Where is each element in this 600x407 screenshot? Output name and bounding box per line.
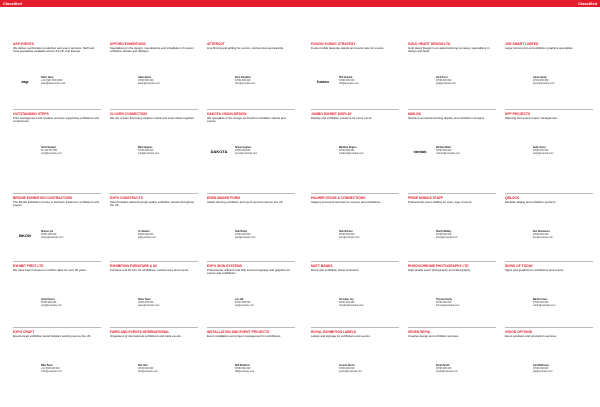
- contact-block: [436, 77, 496, 85]
- contact-block: [339, 365, 399, 373]
- contact-detail: 07000 000 000: [235, 233, 251, 236]
- listing-entry: [13, 112, 101, 155]
- contact-block: [41, 231, 101, 239]
- company-logo: nimlok: [413, 149, 427, 154]
- contact-detail: 07000 000 000: [339, 79, 355, 82]
- contact-detail: 07000 000 000: [138, 149, 154, 152]
- contact-block: [235, 147, 295, 155]
- contact-block: [138, 231, 198, 239]
- contact-block: [339, 147, 399, 155]
- listing-entry: [207, 330, 295, 373]
- contact-detail[interactable]: sales@example.com: [138, 304, 160, 307]
- contact-name: Christian Joy: [339, 299, 354, 301]
- listing-title: PALMER STAGE & CONNECTIONS: [311, 196, 366, 200]
- contact-block: [235, 77, 295, 85]
- contact-detail: 07000 000 000: [533, 233, 549, 236]
- divider: [110, 109, 198, 110]
- listing-title: RHODOCHROME PHOTOGRAPHY LTD: [408, 264, 469, 268]
- contact-block: [235, 299, 295, 307]
- contact-block: [138, 147, 198, 155]
- contact-detail: 07000 000 000: [339, 149, 355, 152]
- contact-detail: 07000 000 000: [235, 301, 251, 304]
- contact-name: Ben Shenwood: [533, 231, 550, 233]
- contact-detail: 07000 000 000: [436, 79, 452, 82]
- divider: [311, 193, 399, 194]
- contact-name: Andy Pearce: [41, 299, 55, 301]
- contact-name: Matthew Rogers: [339, 147, 357, 149]
- contact-detail[interactable]: ben@example.com: [533, 236, 553, 239]
- contact-name: Paul Brady: [235, 231, 247, 233]
- listing-entry: [505, 196, 593, 239]
- contact-name: Scott Stewart: [41, 147, 56, 149]
- contact-detail[interactable]: jessica@example.com: [339, 370, 363, 373]
- contact-name: Adam Davis: [138, 77, 152, 79]
- company-logo: asp: [21, 79, 29, 84]
- listing-title: CLOVER CONNECTION: [110, 112, 147, 116]
- divider: [408, 109, 496, 110]
- listing-description: Specialising in the design, manufacture and installation of custom exhibition stands and displays.: [110, 45, 194, 53]
- listing-description: We have been focused on exhibit value for over 20 years.: [13, 267, 87, 272]
- contact-block: [41, 299, 101, 307]
- listing-entry: [110, 42, 198, 85]
- contact-detail[interactable]: scott@example.com: [41, 152, 62, 155]
- contact-block: [436, 231, 496, 239]
- contact-block: [339, 231, 399, 239]
- contact-name: Jessica Norris: [339, 365, 355, 367]
- contact-block: [41, 77, 101, 85]
- listing-entry: [311, 196, 399, 239]
- contact-detail[interactable]: shelly@example.com: [436, 236, 458, 239]
- contact-name: Phil Howard: [339, 77, 353, 79]
- listing-title: DAKOTA VISION DESIGN: [207, 112, 247, 116]
- divider: [13, 193, 101, 194]
- contact-block: [138, 365, 198, 373]
- listing-title: QBLOCK: [505, 196, 520, 200]
- divider: [13, 327, 101, 328]
- listing-description: Creative design and exhibition services.: [408, 333, 459, 338]
- listing-entry: [408, 264, 496, 307]
- contact-detail[interactable]: gail@example.com: [533, 370, 553, 373]
- contact-detail[interactable]: adam@example.com: [138, 82, 160, 85]
- divider: [13, 261, 101, 262]
- contact-name: Sales Team: [41, 77, 54, 79]
- listing-entry: [13, 196, 101, 239]
- listing-title: AFFORD EXHIBITIONS: [110, 42, 146, 46]
- contact-detail[interactable]: jo@example.com: [138, 236, 156, 239]
- contact-detail: 07000 000 000: [533, 367, 549, 370]
- contact-detail: +44 (0)20 7000 0000: [41, 79, 63, 82]
- contact-block: [41, 147, 101, 155]
- contact-name: Shane Lyle: [41, 231, 54, 233]
- listing-entry: [207, 196, 295, 239]
- contact-block: [533, 77, 593, 85]
- listing-entry: [505, 112, 593, 155]
- contact-detail: 07000 000 000: [533, 149, 549, 152]
- listing-entry: [311, 112, 399, 155]
- listing-entry: [13, 264, 101, 307]
- contact-name: Michael Wells: [436, 147, 452, 149]
- contact-detail: 07000 000 000: [436, 301, 452, 304]
- listing-description: We specialise in the design and build of exhibition stands and events.: [207, 115, 286, 123]
- listing-entry: [110, 330, 198, 373]
- contact-block: [533, 231, 593, 239]
- listing-description: The Brodie Exhibition Centre in Northern Ireland for exhibitions and events.: [13, 199, 99, 207]
- contact-detail: 07000 000 000: [339, 233, 355, 236]
- contact-name: Will Bradford: [235, 365, 250, 367]
- contact-block: [138, 299, 198, 307]
- contact-detail[interactable]: dom@example.com: [235, 82, 256, 85]
- contact-detail: 07000 000 000: [339, 301, 355, 304]
- listing-description: Award winning exhibition and event services across the UK.: [207, 199, 284, 204]
- listing-title: SIGNS OF TODAY: [505, 264, 533, 268]
- company-logo: DAKOTA: [210, 149, 228, 154]
- contact-detail[interactable]: kelly@example.com: [533, 152, 554, 155]
- listing-title: SEVEN SEPIA: [408, 330, 430, 334]
- divider: [311, 261, 399, 262]
- listing-entry: [408, 42, 496, 85]
- listing-entry: [207, 112, 295, 155]
- contact-name: Leo Hill: [235, 299, 244, 301]
- listing-description: Nimlok is an award-winning display and exhibition company.: [408, 115, 485, 120]
- contact-detail: +44 7000 000 000: [41, 367, 60, 370]
- contact-block: [235, 365, 295, 373]
- page-header-left: Classified: [0, 0, 300, 7]
- listing-title: FAIRS AND EVENTS INTERNATIONAL: [110, 330, 170, 334]
- company-logo: fusion: [317, 79, 329, 84]
- contact-block: [436, 365, 496, 373]
- contact-detail[interactable]: thomas@example.com: [436, 304, 460, 307]
- contact-name: Jamie Hardy: [533, 77, 547, 79]
- listing-entry: [110, 264, 198, 307]
- contact-detail[interactable]: matthew@example.com: [339, 152, 364, 155]
- listing-entry: [311, 330, 399, 373]
- listing-description: Signs and graphics for exhibitions and events.: [505, 267, 564, 272]
- divider: [505, 193, 593, 194]
- divider: [505, 261, 593, 262]
- divider: [207, 193, 295, 194]
- contact-detail[interactable]: paul@example.com: [235, 236, 256, 239]
- contact-detail: 07000 000 000: [533, 301, 549, 304]
- listing-title: AFTERCUT: [207, 42, 225, 46]
- contact-detail: 07000 000 000: [436, 367, 452, 370]
- listing-description: Professional event staffing for every type of event.: [408, 199, 473, 204]
- contact-detail: 07000 000 000: [436, 149, 452, 152]
- contact-block: [41, 365, 101, 373]
- listing-title: ROYAL EXHIBITION LABELS: [311, 330, 357, 334]
- listing-description: Modular display and exhibition systems.: [505, 199, 557, 204]
- listing-title: GOLD HEART DESIGN LTD: [408, 42, 451, 46]
- listing-title: BRODIE EXHIBITION CONTRACTORS: [13, 196, 73, 200]
- contact-detail: 07000 000 000: [339, 367, 355, 370]
- contact-detail[interactable]: mike@example.com: [41, 370, 62, 373]
- listing-description: Experienced exhibition stand builders working across the UK.: [13, 333, 92, 338]
- contact-name: Sam Burden: [339, 231, 353, 233]
- contact-block: [533, 299, 593, 307]
- listing-title: JUMBO EXHIBIT DISPLAY: [311, 112, 352, 116]
- listing-title: KFP PROJECTS: [505, 112, 531, 116]
- contact-detail: 01 234 567 890: [41, 149, 57, 152]
- contact-detail: 07000 000 000: [436, 233, 452, 236]
- contact-block: [138, 77, 198, 85]
- contact-detail[interactable]: sam@example.com: [339, 236, 360, 239]
- listing-description: We are a team that bring creative media and event ideas together.: [110, 115, 195, 120]
- listing-title: EXPO CRAFT: [13, 330, 35, 334]
- listing-description: Event and exhibition stand contractor.: [311, 267, 360, 272]
- listing-title: MATT BANKS: [311, 264, 333, 268]
- divider: [110, 327, 198, 328]
- listing-title: EXPO SIGN SYSTEMS: [207, 264, 242, 268]
- listing-description: Organisers of international exhibitions and trade events.: [110, 333, 182, 338]
- contact-name: Gail Wilkinson: [533, 365, 549, 367]
- listing-entry: [505, 42, 593, 85]
- contact-name: Sarah Smith: [436, 365, 450, 367]
- contact-name: Sales Team: [138, 299, 151, 301]
- listing-description: Print management and creative services supporting exhibitions and conferences.: [13, 115, 99, 123]
- listing-entry: [505, 330, 593, 373]
- listing-entry: [207, 264, 295, 307]
- contact-name: Mark Hughes: [138, 147, 153, 149]
- listing-entry: [408, 112, 496, 155]
- contact-detail[interactable]: will@example.com: [235, 370, 255, 373]
- divider: [311, 109, 399, 110]
- listing-description: Labels and signage for exhibitions and events.: [311, 333, 371, 338]
- listing-title: EXHIBIT FIRST LTD: [13, 264, 44, 268]
- divider: [408, 261, 496, 262]
- contact-block: [436, 147, 496, 155]
- contact-detail: 07000 000 000: [533, 79, 549, 82]
- listing-entry: [207, 42, 295, 85]
- listing-entry: [110, 196, 198, 239]
- divider: [505, 109, 593, 110]
- contact-block: [533, 365, 593, 373]
- listing-title: ASP EVENTS: [13, 42, 34, 46]
- listing-description: Display and exhibition solutions for every event.: [311, 115, 373, 120]
- contact-detail[interactable]: jack@example.com: [436, 82, 457, 85]
- listing-description: Stand builders delivering high quality exhibition stands throughout the UK.: [110, 199, 195, 207]
- listing-description: Fusion builds bespoke stands and scenic sets for events.: [311, 45, 385, 50]
- listing-entry: [408, 196, 496, 239]
- contact-name: Jo Stewart: [138, 231, 150, 233]
- contact-block: [235, 231, 295, 239]
- listing-title: OUTSTANDING STEPS: [13, 112, 49, 116]
- contact-detail[interactable]: shane@example.com: [41, 236, 64, 239]
- divider: [110, 261, 198, 262]
- listing-description: Planning and event project management.: [505, 115, 558, 120]
- contact-name: Simon Hughes: [235, 147, 252, 149]
- contact-name: Mike Pearl: [41, 365, 53, 367]
- divider: [110, 193, 198, 194]
- page-header-right: Classified: [300, 0, 600, 7]
- listing-title: INSTALLATION AND EVENT PROJECTS: [207, 330, 270, 334]
- listing-title: NIMLOK: [408, 112, 422, 116]
- contact-name: Jack Frost: [436, 77, 448, 79]
- company-logo: BKON: [19, 233, 31, 238]
- contact-detail: 07000 000 000: [41, 233, 57, 236]
- listing-description: Staging and event services for venues and exhibitions.: [311, 199, 381, 204]
- contact-block: [533, 147, 593, 155]
- contact-detail[interactable]: andy@example.com: [41, 304, 62, 307]
- listing-entry: [408, 330, 496, 373]
- listing-title: EDEN AWARD FORM: [207, 196, 240, 200]
- divider: [408, 193, 496, 194]
- contact-name: Thomas Hardy: [436, 299, 452, 301]
- listing-description: Event solutions and production services.: [505, 333, 557, 338]
- listing-description: Gold Heart Design is an award-winning company specialising in design and build.: [408, 45, 490, 53]
- listing-title: JOE SMART LIMITED: [505, 42, 539, 46]
- contact-name: Dom Simpkins: [235, 77, 251, 79]
- divider: [207, 261, 295, 262]
- divider: [505, 327, 593, 328]
- contact-detail[interactable]: martin@example.com: [533, 304, 556, 307]
- listing-entry: [311, 264, 399, 307]
- contact-block: [436, 299, 496, 307]
- contact-name: Martin Crane: [533, 299, 548, 301]
- divider: [311, 327, 399, 328]
- contact-detail[interactable]: leo@example.com: [235, 304, 255, 307]
- listing-entry: [311, 42, 399, 85]
- contact-detail: 07000 000 000: [235, 367, 251, 370]
- contact-detail: 07000 000 000: [41, 301, 57, 304]
- listing-description: Large format print and exhibition graphics specialists.: [505, 45, 574, 50]
- listing-description: Event installation and project management for exhibitions.: [207, 333, 282, 338]
- contact-detail: 07000 000 000: [235, 79, 251, 82]
- contact-detail[interactable]: michael@example.com: [436, 152, 460, 155]
- contact-block: [339, 77, 399, 85]
- contact-detail[interactable]: sales@aspevents.co.uk: [41, 82, 66, 85]
- listing-title: FUSION SCENIC STRATEGY: [311, 42, 356, 46]
- listing-description: Professional, efficient and fully serviced signage and graphics for events and exhibitions.: [207, 267, 291, 275]
- listing-entry: [110, 112, 198, 155]
- contact-detail: 07000 000 000: [138, 301, 154, 304]
- contact-detail: 07000 000 000: [138, 233, 154, 236]
- contact-detail[interactable]: mark@example.com: [138, 152, 160, 155]
- listing-description: We deliver world-class production and event services. Staff and crew specialists available across the UK and Europe.: [13, 45, 95, 53]
- listing-entry: [505, 264, 593, 307]
- divider: [207, 327, 295, 328]
- contact-block: [339, 299, 399, 307]
- contact-name: Kelly Jones: [533, 147, 546, 149]
- listing-title: EXHIBITION FURNITURE & AV: [110, 264, 158, 268]
- listing-description: Live filming and editing for events, conferences and awards.: [207, 45, 284, 50]
- listing-entry: [13, 42, 101, 85]
- divider: [207, 109, 295, 110]
- contact-detail[interactable]: simon@example.com: [235, 152, 258, 155]
- contact-detail[interactable]: christian@example.com: [339, 304, 364, 307]
- contact-detail: 07000 000 000: [138, 79, 154, 82]
- listing-entry: [13, 330, 101, 373]
- contact-name: Dan Hart: [138, 365, 148, 367]
- contact-detail: 07000 000 000: [138, 367, 154, 370]
- divider: [13, 109, 101, 110]
- listing-title: VISION OPTIONS: [505, 330, 532, 334]
- listing-description: High quality event photography and videography.: [408, 267, 471, 272]
- contact-detail[interactable]: dan@example.com: [138, 370, 158, 373]
- divider: [408, 327, 496, 328]
- contact-detail: 07000 000 000: [235, 149, 251, 152]
- contact-detail[interactable]: sarah@example.com: [436, 370, 458, 373]
- listing-description: Furniture and AV hire for exhibitions, conferences and events.: [110, 267, 189, 272]
- listing-title: PRIDE MOBILE STAFF: [408, 196, 444, 200]
- contact-detail[interactable]: phil@example.com: [339, 82, 359, 85]
- listing-title: EXPO CONSTRUCTS: [110, 196, 143, 200]
- contact-name: Shelly Walsby: [436, 231, 452, 233]
- contact-detail[interactable]: jamie@example.com: [533, 82, 555, 85]
